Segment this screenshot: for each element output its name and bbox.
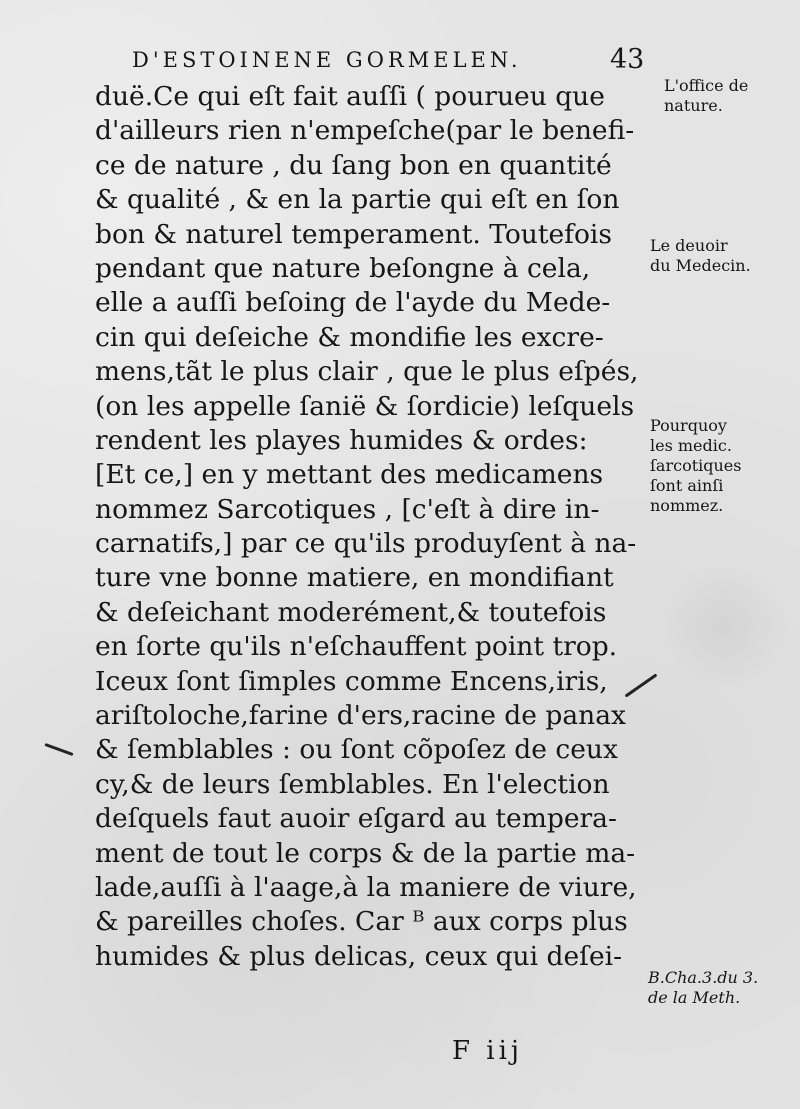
body-text — [95, 80, 645, 974]
text-line: cy,& de leurs ſemblables. En l'election — [95, 768, 610, 800]
text-line: Iceux ſont ſimples comme Encens,iris, — [95, 665, 608, 697]
ink-mark — [44, 743, 73, 756]
margin-note-line: les medic. — [650, 436, 732, 455]
text-line: ce de nature , du ſang bon en quantité — [95, 149, 612, 181]
text-line: cin qui deſeiche & mondifie les excre- — [95, 321, 604, 353]
margin-note-line: ſont ainſi — [650, 476, 724, 495]
margin-note-line: nature. — [664, 96, 723, 115]
text-line: en ſorte qu'ils n'eſchauffent point trop. — [95, 631, 618, 663]
text-line: nommez Sarcotiques , [c'eſt à dire in- — [95, 493, 600, 525]
text-line: ture vne bonne matiere, en mondifiant — [95, 562, 614, 594]
margin-note-line: L'office de — [664, 76, 749, 95]
paper-stain — [660, 560, 790, 690]
folio-signature: F iij — [452, 1036, 523, 1066]
text-line: lade,auſſi à l'aage,à la maniere de viure, — [95, 871, 637, 903]
text-line: bon & naturel temperament. Toutefois — [95, 218, 613, 250]
text-line: ariſtoloche,farine d'ers,racine de panax — [95, 700, 626, 732]
margin-note-line: ſarcotiques — [650, 456, 742, 475]
text-line: [Et ce,] en y mettant des medicamens — [95, 459, 604, 491]
margin-note-line: de la Meth. — [648, 988, 741, 1007]
margin-note-line: Pourquoy — [650, 416, 727, 435]
margin-note-devoir-medecin — [650, 236, 751, 276]
text-line: & pareilles choſes. Car ᴮ aux corps plus — [95, 906, 628, 938]
text-line: ment de tout le corps & de la partie ma- — [95, 837, 636, 869]
text-line: deſquels faut auoir eſgard au tempera- — [95, 803, 617, 835]
margin-note-line: nommez. — [650, 496, 724, 515]
running-head — [132, 44, 652, 80]
text-line: mens,tãt le plus clair , que le plus eſpés, — [95, 356, 639, 388]
text-line: (on les appelle ſanië & ſordicie) leſquels — [95, 390, 635, 422]
text-line: d'ailleurs rien n'empeſche(par le benefi- — [95, 115, 635, 147]
margin-note-office-nature — [664, 76, 748, 116]
text-line: elle a auſſi beſoing de l'ayde du Mede- — [95, 287, 611, 319]
text-line: & deſeichant moderément,& toutefois — [95, 596, 607, 628]
text-line: humides & plus delicas, ceux qui deſei- — [95, 940, 623, 972]
margin-note-line: B.Cha.3.du 3. — [648, 968, 759, 987]
text-line: duë.Ce qui eſt fait auſſi ( pourueu que — [95, 81, 605, 112]
margin-note-reference — [648, 968, 758, 1008]
page-number: 43 — [610, 44, 645, 75]
margin-note-line: Le deuoir — [650, 236, 728, 255]
margin-note-line: du Medecin. — [650, 256, 751, 275]
running-head-title: D'ESTOINENE GORMELEN. — [132, 48, 522, 72]
text-line: & ſemblables : ou ſont cõpoſez de ceux — [95, 734, 618, 766]
text-line: rendent les playes humides & ordes: — [95, 424, 588, 456]
text-line: carnatifs,] par ce qu'ils produyſent à na- — [95, 528, 637, 560]
text-line: & qualité , & en la partie qui eſt en ſon — [95, 184, 620, 216]
text-line: pendant que nature beſongne à cela, — [95, 252, 591, 284]
margin-note-sarcotiques — [650, 416, 741, 516]
